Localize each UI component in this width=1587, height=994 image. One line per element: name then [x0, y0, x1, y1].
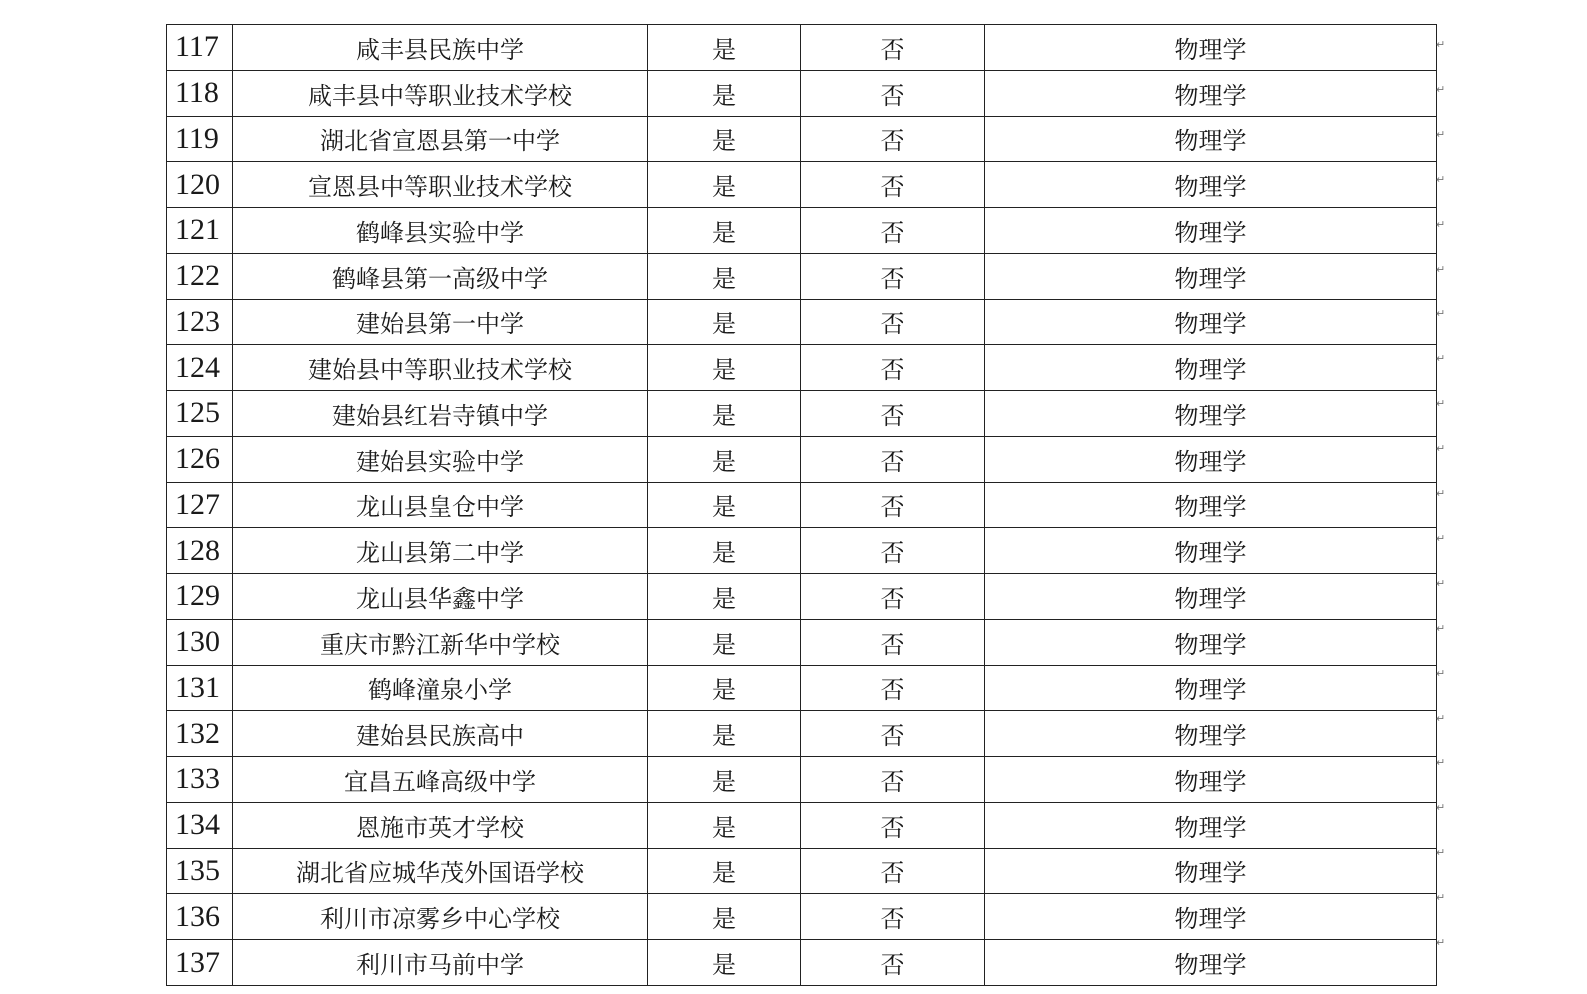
- subject-cell: 物理学: [985, 299, 1437, 345]
- paragraph-mark-icon: ↵: [1436, 38, 1446, 51]
- paragraph-mark-icon: ↵: [1436, 262, 1446, 276]
- subject-cell: 物理学: [985, 253, 1437, 299]
- school-name-cell: 龙山县华鑫中学: [233, 574, 648, 620]
- school-name-cell: 龙山县皇仓中学: [233, 482, 648, 528]
- school-name-cell: 鹤峰潼泉小学: [233, 665, 648, 711]
- table-row: [167, 665, 1437, 711]
- yes-cell: 是: [648, 116, 801, 162]
- yes-cell: 是: [648, 619, 801, 665]
- subject-cell: 物理学: [985, 528, 1437, 574]
- paragraph-mark-icon: ↵: [1436, 307, 1446, 321]
- subject-cell: 物理学: [985, 345, 1437, 391]
- subject-cell: 物理学: [985, 116, 1437, 162]
- row-number-cell: 120: [167, 162, 233, 208]
- school-name-cell: 建始县民族高中: [233, 711, 648, 757]
- table-body: [167, 25, 1437, 986]
- row-number-cell: 117: [167, 25, 233, 71]
- school-name-cell: 咸丰县民族中学: [233, 25, 648, 71]
- yes-cell: 是: [648, 482, 801, 528]
- row-number-cell: 122: [167, 253, 233, 299]
- table-row: [167, 894, 1437, 940]
- paragraph-mark-icon: ↵: [1436, 756, 1446, 770]
- school-name-cell: 咸丰县中等职业技术学校: [233, 70, 648, 116]
- no-cell: 否: [801, 116, 985, 162]
- yes-cell: 是: [648, 940, 801, 986]
- paragraph-mark-icon: ↵: [1436, 217, 1446, 231]
- yes-cell: 是: [648, 848, 801, 894]
- row-number-cell: 129: [167, 574, 233, 620]
- yes-cell: 是: [648, 162, 801, 208]
- row-number-cell: 124: [167, 345, 233, 391]
- no-cell: 否: [801, 482, 985, 528]
- table-row: [167, 848, 1437, 894]
- subject-cell: 物理学: [985, 665, 1437, 711]
- subject-cell: 物理学: [985, 208, 1437, 254]
- school-name-cell: 湖北省宣恩县第一中学: [233, 116, 648, 162]
- paragraph-mark-icon: ↵: [1436, 442, 1446, 456]
- school-name-cell: 利川市马前中学: [233, 940, 648, 986]
- school-name-cell: 建始县红岩寺镇中学: [233, 391, 648, 437]
- row-number-cell: 137: [167, 940, 233, 986]
- yes-cell: 是: [648, 757, 801, 803]
- table-row: [167, 391, 1437, 437]
- yes-cell: 是: [648, 70, 801, 116]
- subject-cell: 物理学: [985, 757, 1437, 803]
- school-table: [166, 24, 1437, 986]
- table-row: [167, 940, 1437, 986]
- yes-cell: 是: [648, 436, 801, 482]
- row-number-cell: 130: [167, 619, 233, 665]
- no-cell: 否: [801, 70, 985, 116]
- no-cell: 否: [801, 940, 985, 986]
- school-name-cell: 龙山县第二中学: [233, 528, 648, 574]
- school-name-cell: 宜昌五峰高级中学: [233, 757, 648, 803]
- yes-cell: 是: [648, 665, 801, 711]
- yes-cell: 是: [648, 299, 801, 345]
- subject-cell: 物理学: [985, 940, 1437, 986]
- paragraph-mark-icon: ↵: [1436, 172, 1446, 186]
- no-cell: 否: [801, 162, 985, 208]
- no-cell: 否: [801, 802, 985, 848]
- school-name-cell: 鹤峰县实验中学: [233, 208, 648, 254]
- no-cell: 否: [801, 619, 985, 665]
- subject-cell: 物理学: [985, 482, 1437, 528]
- no-cell: 否: [801, 208, 985, 254]
- yes-cell: 是: [648, 391, 801, 437]
- paragraph-mark-icon: ↵: [1436, 576, 1446, 590]
- paragraph-mark-icon: ↵: [1436, 352, 1446, 366]
- paragraph-mark-icon: ↵: [1436, 666, 1446, 680]
- no-cell: 否: [801, 848, 985, 894]
- no-cell: 否: [801, 711, 985, 757]
- subject-cell: 物理学: [985, 894, 1437, 940]
- table-row: [167, 574, 1437, 620]
- no-cell: 否: [801, 894, 985, 940]
- subject-cell: 物理学: [985, 574, 1437, 620]
- subject-cell: 物理学: [985, 70, 1437, 116]
- no-cell: 否: [801, 528, 985, 574]
- table-row: [167, 162, 1437, 208]
- yes-cell: 是: [648, 345, 801, 391]
- subject-cell: 物理学: [985, 436, 1437, 482]
- row-number-cell: 123: [167, 299, 233, 345]
- subject-cell: 物理学: [985, 802, 1437, 848]
- row-number-cell: 128: [167, 528, 233, 574]
- row-number-cell: 136: [167, 894, 233, 940]
- table-row: [167, 25, 1437, 71]
- no-cell: 否: [801, 757, 985, 803]
- table-row: [167, 253, 1437, 299]
- subject-cell: 物理学: [985, 619, 1437, 665]
- table-row: [167, 711, 1437, 757]
- paragraph-mark-icon: ↵: [1436, 711, 1446, 725]
- row-number-cell: 127: [167, 482, 233, 528]
- no-cell: 否: [801, 299, 985, 345]
- subject-cell: 物理学: [985, 25, 1437, 71]
- paragraph-mark-icon: ↵: [1436, 891, 1446, 905]
- subject-cell: 物理学: [985, 848, 1437, 894]
- school-name-cell: 重庆市黔江新华中学校: [233, 619, 648, 665]
- table-row: [167, 116, 1437, 162]
- school-name-cell: 建始县中等职业技术学校: [233, 345, 648, 391]
- table-row: [167, 208, 1437, 254]
- table-row: [167, 528, 1437, 574]
- no-cell: 否: [801, 436, 985, 482]
- table-row: [167, 299, 1437, 345]
- table-row: [167, 802, 1437, 848]
- paragraph-mark-icon: ↵: [1436, 531, 1446, 545]
- paragraph-mark-icon: ↵: [1436, 487, 1446, 500]
- paragraph-mark-icon: ↵: [1436, 621, 1446, 635]
- table-row: [167, 436, 1437, 482]
- yes-cell: 是: [648, 802, 801, 848]
- row-number-cell: 118: [167, 70, 233, 116]
- subject-cell: 物理学: [985, 162, 1437, 208]
- paragraph-mark-icon: ↵: [1436, 801, 1446, 815]
- yes-cell: 是: [648, 574, 801, 620]
- table-row: [167, 757, 1437, 803]
- school-name-cell: 利川市凉雾乡中心学校: [233, 894, 648, 940]
- school-name-cell: 建始县第一中学: [233, 299, 648, 345]
- yes-cell: 是: [648, 894, 801, 940]
- row-number-cell: 125: [167, 391, 233, 437]
- paragraph-mark-icon: ↵: [1436, 846, 1446, 860]
- subject-cell: 物理学: [985, 711, 1437, 757]
- school-name-cell: 建始县实验中学: [233, 436, 648, 482]
- no-cell: 否: [801, 345, 985, 391]
- yes-cell: 是: [648, 208, 801, 254]
- school-name-cell: 湖北省应城华茂外国语学校: [233, 848, 648, 894]
- no-cell: 否: [801, 665, 985, 711]
- subject-cell: 物理学: [985, 391, 1437, 437]
- table-row: [167, 619, 1437, 665]
- table-row: [167, 345, 1437, 391]
- row-number-cell: 135: [167, 848, 233, 894]
- no-cell: 否: [801, 25, 985, 71]
- yes-cell: 是: [648, 528, 801, 574]
- row-number-cell: 126: [167, 436, 233, 482]
- no-cell: 否: [801, 574, 985, 620]
- paragraph-mark-icon: ↵: [1436, 82, 1446, 96]
- paragraph-mark-icon: ↵: [1436, 397, 1446, 411]
- row-number-cell: 134: [167, 802, 233, 848]
- school-name-cell: 宣恩县中等职业技术学校: [233, 162, 648, 208]
- school-name-cell: 恩施市英才学校: [233, 802, 648, 848]
- school-name-cell: 鹤峰县第一高级中学: [233, 253, 648, 299]
- row-number-cell: 119: [167, 116, 233, 162]
- yes-cell: 是: [648, 253, 801, 299]
- no-cell: 否: [801, 391, 985, 437]
- yes-cell: 是: [648, 25, 801, 71]
- row-number-cell: 131: [167, 665, 233, 711]
- row-number-cell: 133: [167, 757, 233, 803]
- yes-cell: 是: [648, 711, 801, 757]
- row-number-cell: 132: [167, 711, 233, 757]
- no-cell: 否: [801, 253, 985, 299]
- table-row: [167, 70, 1437, 116]
- table-row: [167, 482, 1437, 528]
- paragraph-mark-icon: ↵: [1436, 936, 1446, 949]
- paragraph-mark-icon: ↵: [1436, 127, 1446, 141]
- row-number-cell: 121: [167, 208, 233, 254]
